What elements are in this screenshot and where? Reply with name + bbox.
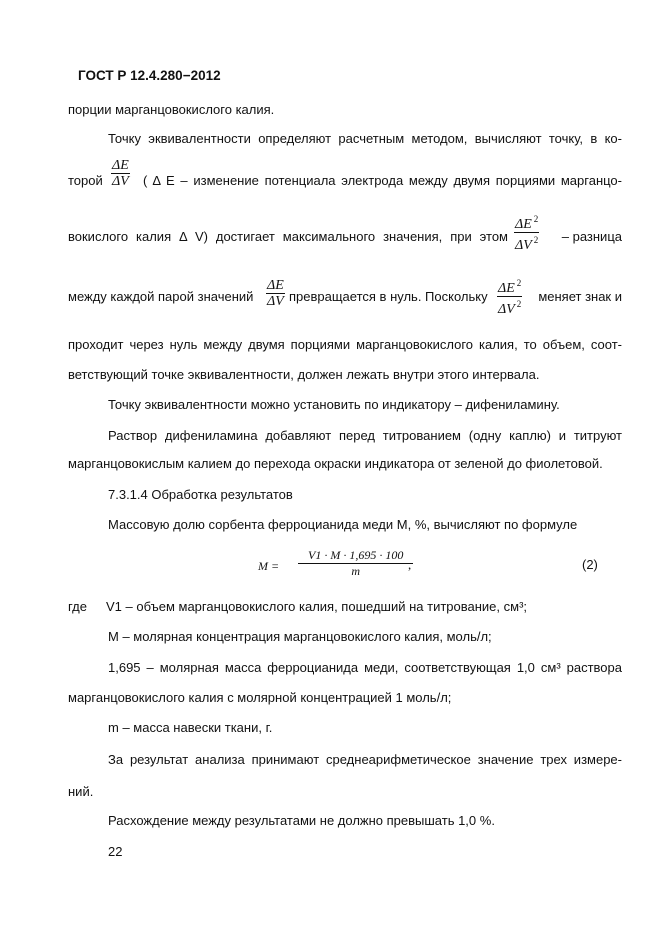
- fraction-de-dv: [111, 158, 130, 189]
- text-line: За результат анализа принимают среднеарифметическое значение трех измере-: [108, 752, 622, 767]
- text-line: между каждой парой значений: [68, 289, 254, 304]
- text-line: ( Δ E – изменение потенциала электрода между двумя порциями марганцо-: [143, 173, 622, 188]
- equation-number: (2): [582, 557, 598, 572]
- variable-definition: M – молярная концентрация марганцовокислого калия, моль/л;: [108, 629, 492, 644]
- fraction-de2-dv2: [497, 276, 522, 317]
- fraction-denominator: ΔV $^2$: [498, 299, 522, 317]
- fraction-numerator: ΔE $^2$: [498, 278, 522, 296]
- text-line: марганцовокислым калием до перехода окраски индикатора от зеленой до фиолетовой.: [68, 456, 603, 471]
- formula-main-fraction: [298, 548, 413, 579]
- text-line: Расхождение между результатами не должно превышать 1,0 %.: [108, 813, 495, 828]
- fraction-numerator: ΔE: [267, 278, 284, 293]
- fraction-de-dv: [266, 278, 285, 309]
- text-line: Раствор дифениламина добавляют перед титрованием (одну каплю) и титруют: [108, 428, 622, 443]
- text-line: проходит через нуль между двумя порциями марганцовокислого калия, то объем, соот-: [68, 337, 622, 352]
- fraction-numerator: ΔE $^2$: [515, 214, 539, 232]
- text-line: торой: [68, 173, 103, 188]
- formula-lhs: M =: [258, 559, 280, 573]
- text-line: Массовую долю сорбента ферроцианида меди M, %, вычисляют по формуле: [108, 517, 578, 532]
- fraction-denominator: ΔV: [267, 294, 284, 309]
- text-line: порции марганцовокислого калия.: [68, 102, 275, 117]
- text-line: Точку эквивалентности определяют расчетным методом, вычисляют точку, в ко-: [108, 131, 622, 146]
- text-line: ний.: [68, 784, 94, 799]
- formula-comma: ,: [408, 557, 412, 572]
- text-line: превращается в нуль. Поскольку: [289, 289, 488, 304]
- fraction-de2-dv2: [514, 212, 539, 253]
- text-line: марганцовокислого калия с молярной концентрацией 1 моль/л;: [68, 690, 452, 705]
- fraction-numerator: ΔE: [112, 158, 129, 173]
- text-line: ветствующий точке эквивалентности, должен лежать внутри этого интервала.: [68, 367, 540, 382]
- variable-definition: m – масса навески ткани, г.: [108, 720, 273, 735]
- text-line: Точку эквивалентности можно установить по индикатору – дифениламину.: [108, 397, 560, 412]
- page-number: 22: [108, 844, 123, 859]
- variable-definition: 1,695 – молярная масса ферроцианида меди, соответствующая 1,0 см³ раствора: [108, 660, 622, 675]
- where-label: где: [68, 599, 87, 614]
- text-line: меняет знак и: [538, 289, 622, 304]
- fraction-denominator: ΔV $^2$: [515, 235, 539, 253]
- document-header: ГОСТ Р 12.4.280−2012: [78, 68, 221, 83]
- text-line: – разница: [561, 229, 622, 244]
- fraction-denominator: ΔV: [112, 174, 129, 189]
- variable-definition: V1 – объем марганцовокислого калия, пошедший на титрование, см³;: [106, 599, 528, 614]
- section-heading: 7.3.1.4 Обработка результатов: [108, 487, 293, 502]
- fraction-denominator: m: [351, 564, 360, 578]
- text-line: вокислого калия Δ V) достигает максимального значения, при этом: [68, 229, 508, 244]
- fraction-numerator: V1 · M · 1,695 · 100: [298, 548, 413, 564]
